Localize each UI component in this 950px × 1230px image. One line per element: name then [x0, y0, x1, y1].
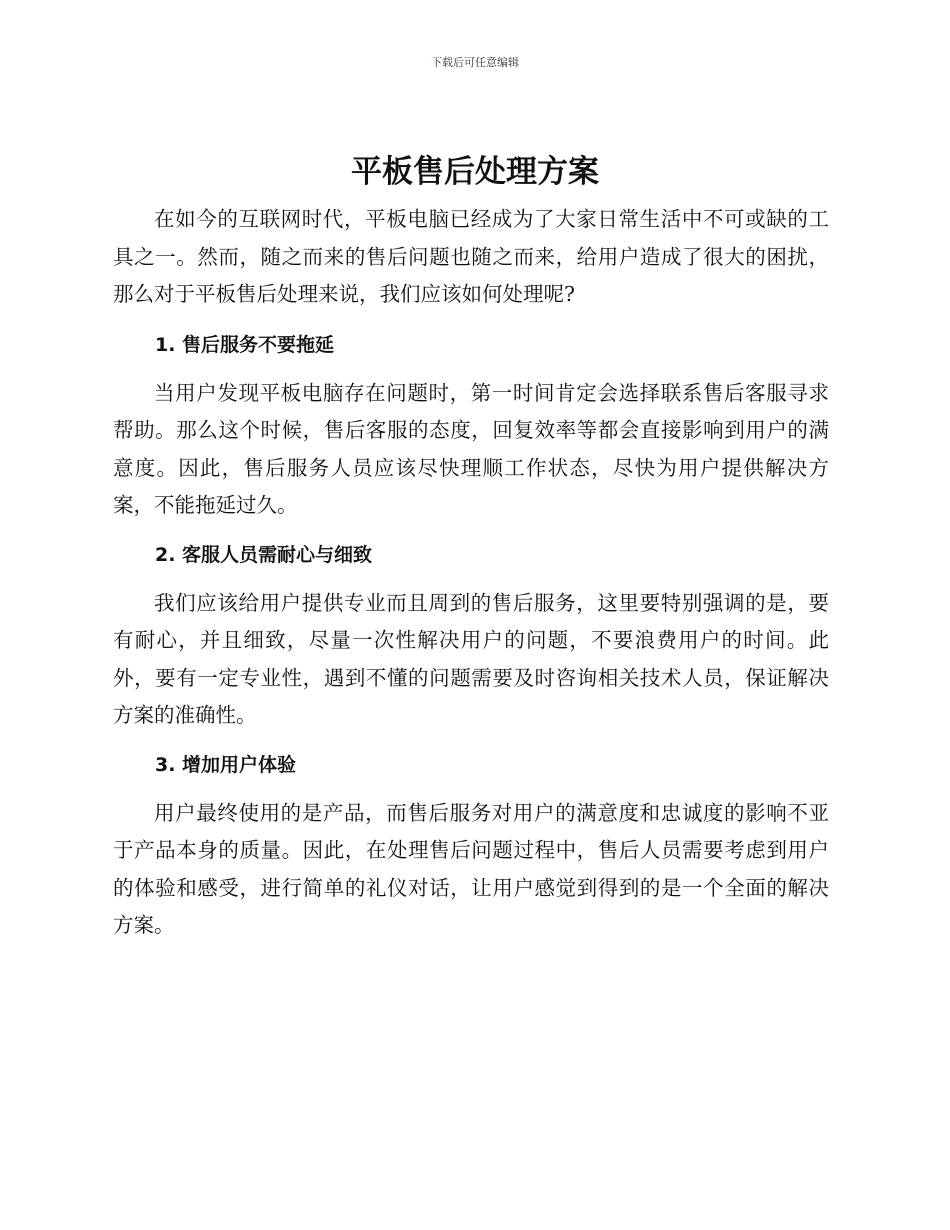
section-heading-3: 3. 增加用户体验 [155, 753, 297, 776]
intro-paragraph: 在如今的互联网时代，平板电脑已经成为了大家日常生活中不可或缺的工具之一。然而，随之而来的售后问题也随之而来，给用户造成了很大的困扰，那么对于平板售后处理来说，我们应该如何处理呢? [113, 207, 829, 306]
section-body-2: 我们应该给用户提供专业而且周到的售后服务，这里要特别强调的是，要有耐心，并且细致，尽量一次性解决用户的问题，不要浪费用户的时间。此外，要有一定专业性，遇到不懂的问题需要及时咨询相关技术人员，保证解决方案的准确性。 [113, 590, 829, 727]
section-heading-2: 2. 客服人员需耐心与细致 [155, 543, 373, 566]
section-body-3: 用户最终使用的是产品，而售后服务对用户的满意度和忠诚度的影响不亚于产品本身的质量。因此，在处理售后问题过程中，售后人员需要考虑到用户的体验和感受，进行简单的礼仪对话，让用户感觉到得到的是一个全面的解决方案。 [113, 800, 829, 937]
section-heading-1: 1. 售后服务不要拖延 [155, 333, 335, 356]
document-body [113, 201, 829, 945]
header-note: 下载后可任意编辑 [431, 56, 519, 69]
section-body-1: 当用户发现平板电脑存在问题时，第一时间肯定会选择联系售后客服寻求帮助。那么这个时候，售后客服的态度，回复效率等都会直接影响到用户的满意度。因此，售后服务人员应该尽快理顺工作状态，尽快为用户提供解决方案，不能拖延过久。 [113, 380, 829, 517]
document-title: 平板售后处理方案 [351, 154, 599, 190]
